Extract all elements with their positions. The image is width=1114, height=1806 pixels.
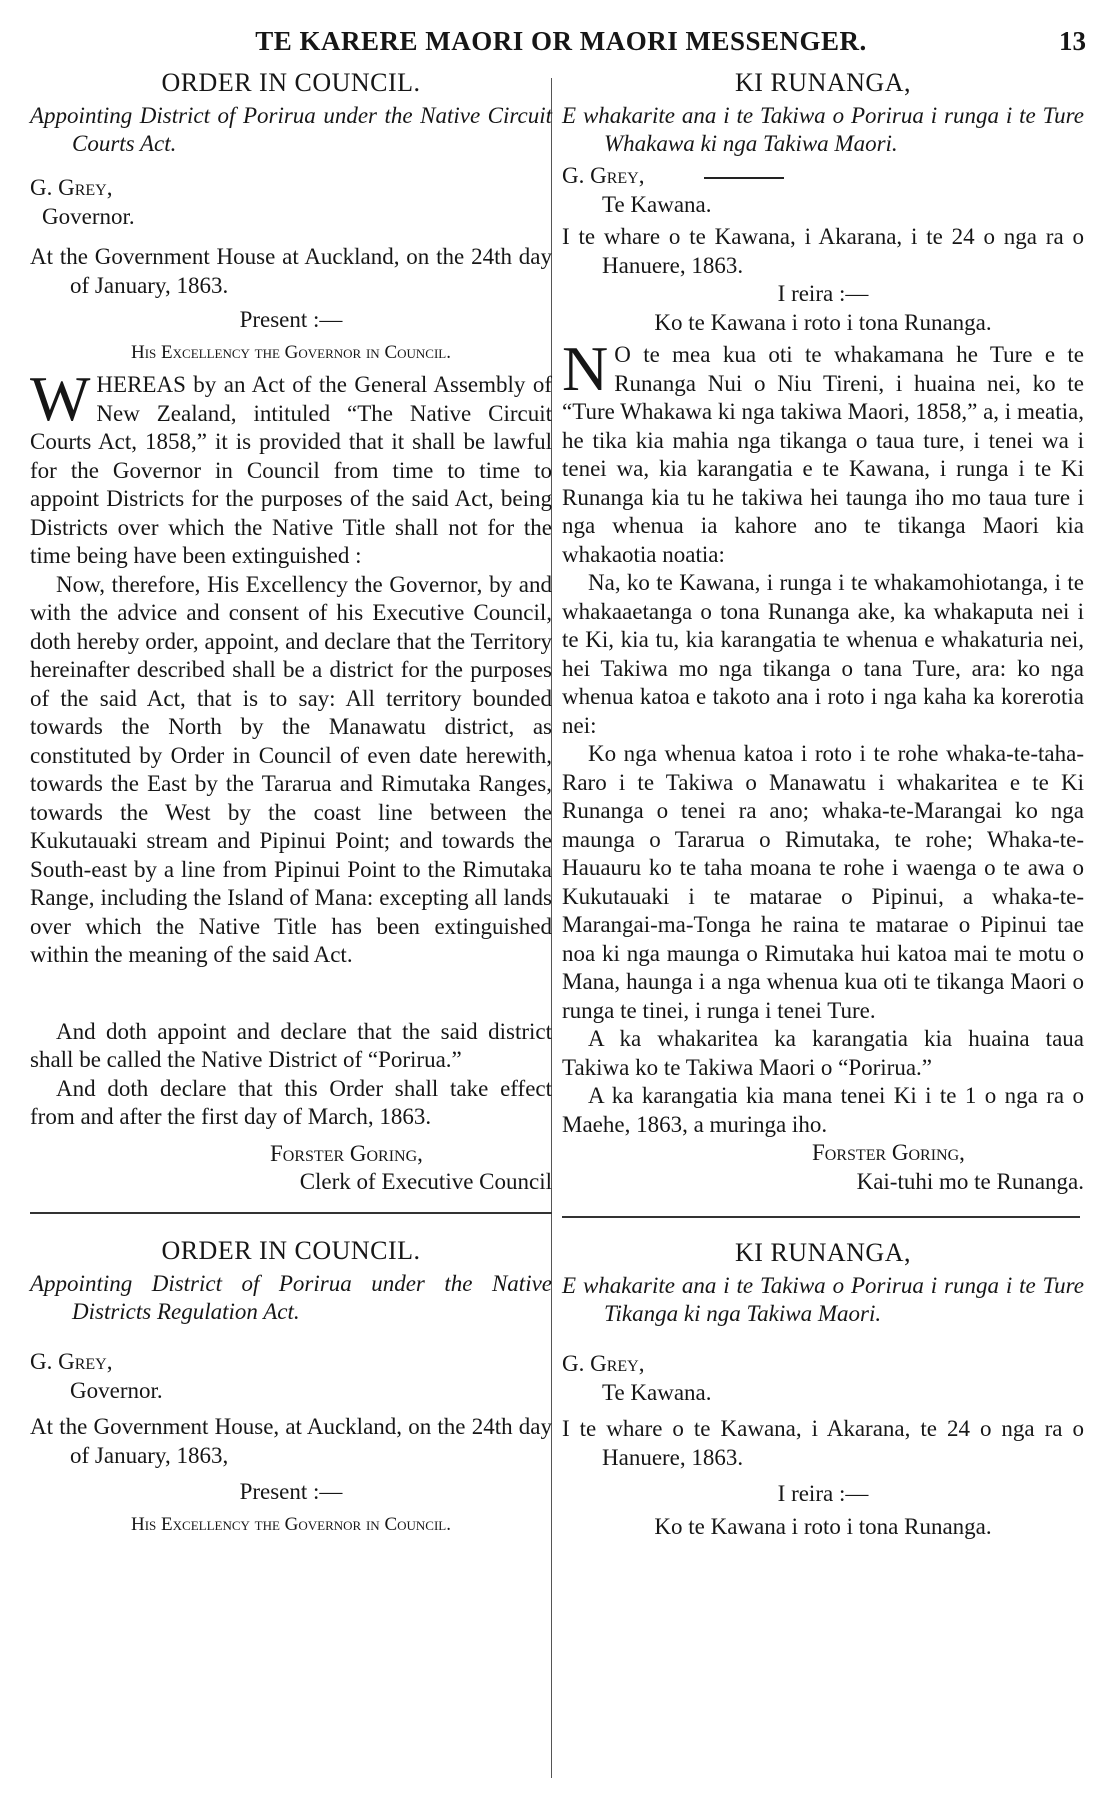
- whakaritea-paragraph: A ka whakaritea ka karangatia kia huaina taua Takiwa ko te Takiwa Maori o “Porirua.”: [562, 1026, 1084, 1080]
- section-heading: ORDER IN COUNCIL.: [161, 1236, 421, 1265]
- order-in-council-circuit-courts: [30, 66, 552, 1197]
- place-date: I te whare o te Kawana, i Akarana, i te 24 o nga ra o Hanuere, 1863.: [562, 224, 1084, 278]
- order-in-council-districts-regulation: [30, 1234, 552, 1539]
- karangatia-paragraph: A ka karangatia kia mana tenei Ki i te 1 o nga ra o Maehe, 1863, a muringa iho.: [562, 1083, 1084, 1137]
- present-line: I reira :—: [777, 1481, 869, 1506]
- section-heading: KI RUNANGA,: [735, 68, 911, 97]
- whereas-paragraph: [30, 363, 552, 571]
- place-date: At the Government House at Auckland, on the 24th day of January, 1863.: [30, 244, 552, 298]
- na-ko-te-kawana-paragraph: Na, ko te Kawana, i runga i te whakamohiotanga, i te whakaaetanga o tona Runanga ake, ka whakaputa nei i te Ki, kia tu, kia karangatia te whenua e whakaturia nei, hei Takiwa mo nga tikanga o tana Ture, ara: ko nga whenua katoa e takoto ana i roto i nga kaha ka korerotia nei:: [562, 570, 1084, 738]
- ki-runanga-whakawa: [562, 66, 1084, 1196]
- section-rule: [30, 1212, 552, 1214]
- place-date: At the Government House, at Auckland, on the 24th day of January, 1863,: [30, 1414, 552, 1468]
- section-subtitle: E whakarite ana i te Takiwa o Porirua i runga i te Ture Whakawa ki nga Takiwa Maori.: [562, 103, 1084, 156]
- governor-name: G. Grey,: [562, 162, 1084, 191]
- page-number: 13: [1059, 26, 1086, 56]
- appoint-declare-paragraph: And doth appoint and declare that the said district shall be called the Native District of “Porirua.”: [30, 1018, 552, 1072]
- paragraph-text: O te mea kua oti te whakamana he Ture e te Runanga Nui o Niu Tireni, i huaina nei, ko te “Ture Whakawa ki nga takiwa Maori, 1858,” a, i meatia, he tika kia mahia nga tikanga o taua ture, i tenei wa i tenei wa, kia karangatia e te Kawana, i runga i te Ki Runanga kia tu he takiwa hei taunga iho mo taua ture i nga whenua ia kahore ano te tikanga Maori kia whakaotia noatia:: [562, 342, 1084, 567]
- page-header: [36, 26, 1086, 60]
- governor-title: Governor.: [70, 1377, 163, 1403]
- section-subtitle: Appointing District of Porirua under the Native Districts Regulation Act.: [30, 1271, 552, 1324]
- governor-name: G. Grey,: [562, 1351, 645, 1376]
- no-te-mea-paragraph: [562, 333, 1084, 569]
- excellency-line: Ko te Kawana i roto i tona Runanga.: [654, 1513, 992, 1539]
- drop-cap: W: [30, 363, 91, 434]
- present-line: Present :—: [239, 1479, 343, 1504]
- section-heading: KI RUNANGA,: [735, 1238, 911, 1267]
- separator-dash: [704, 177, 784, 179]
- section-rule: [562, 1216, 1080, 1218]
- now-therefore-paragraph: Now, therefore, His Excellency the Governor, by and with the advice and consent of his Executive Council, doth hereby order, appoint, and declare that the Territory hereinafter described shall be a district for the purposes of the said Act, that is to say: All territory bounded towards the North by the Manawatu district, as constituted by Order in Council of even date herewith, towards the East by the Tararua and Rimutaka Ranges, towards the West by the coast line between the Kukutauaki stream and Pipinui Point; and towards the South-east by a line from Pipinui Point to the Rimutaka Range, including the Island of Mana: excepting all lands over which the Native Title has been extinguished within the meaning of the said Act.: [30, 571, 552, 967]
- section-subtitle: E whakarite ana i te Takiwa o Porirua i runga i te Ture Tikanga ki nga Takiwa Maori.: [562, 1273, 1084, 1326]
- section-subtitle: Appointing District of Porirua under the Native Circuit Courts Act.: [30, 103, 552, 156]
- drop-cap: N: [562, 333, 609, 404]
- paragraph-text: HEREAS by an Act of the General Assembly of New Zealand, intituled “The Native Circuit Courts Act, 1858,” it is provided that it shall be lawful for the Governor in Council from time to time to appoint Districts for the purposes of the said Act, being Districts over which the Native Title shall not for the time being have been extinguished :: [30, 372, 552, 568]
- ko-nga-whenua-paragraph: Ko nga whenua katoa i roto i te rohe whaka-te-taha-Raro i te Takiwa o Manawatu i whakaritea e te Ki Runanga o tenei ra ano; whaka-te-Marangai ko nga maunga o Tararua o Rimutaka, te rohe; Whaka-te-Hauauru ko te taha moana te rohe i waenga o te awa o Kukutauaki i te matarae o Pipinui, a whaka-te-Marangai-ma-Tonga he raina te matarae o Pipinui tae noa ki nga maunga o Rimutaka hui katoa mai te motu o Mana, haunga i a nga whenua kua oti te tikanga Maori o runga te tinei, i runga i tenei Ture.: [562, 741, 1084, 1023]
- effect-date-paragraph: And doth declare that this Order shall take effect from and after the first day of March, 1863.: [30, 1075, 552, 1129]
- governor-name: G. Grey,: [30, 175, 113, 200]
- governor-title: Te Kawana.: [602, 1379, 712, 1405]
- signer-name: Forster Goring,: [812, 1140, 965, 1165]
- governor-title: Governor.: [42, 203, 135, 229]
- signer-title: Clerk of Executive Council: [299, 1169, 552, 1194]
- section-heading: ORDER IN COUNCIL.: [161, 68, 421, 97]
- excellency-line: Ko te Kawana i roto i tona Runanga.: [654, 309, 992, 335]
- present-line: I reira :—: [777, 281, 869, 306]
- present-line: Present :—: [239, 307, 343, 332]
- excellency-line: His Excellency the Governor in Council.: [131, 1513, 451, 1535]
- place-date: I te whare o te Kawana, i Akarana, te 24 o nga ra o Hanuere, 1863.: [562, 1416, 1084, 1470]
- excellency-line: His Excellency the Governor in Council.: [131, 341, 451, 363]
- signer-title: Kai-tuhi mo te Runanga.: [856, 1168, 1084, 1194]
- governor-name: G. Grey,: [30, 1349, 113, 1374]
- governor-title: Te Kawana.: [602, 191, 712, 217]
- ki-runanga-tikanga: [562, 1236, 1084, 1541]
- signer-name: Forster Goring,: [270, 1140, 423, 1166]
- masthead-title: TE KARERE MAORI OR MAORI MESSENGER.: [255, 26, 867, 56]
